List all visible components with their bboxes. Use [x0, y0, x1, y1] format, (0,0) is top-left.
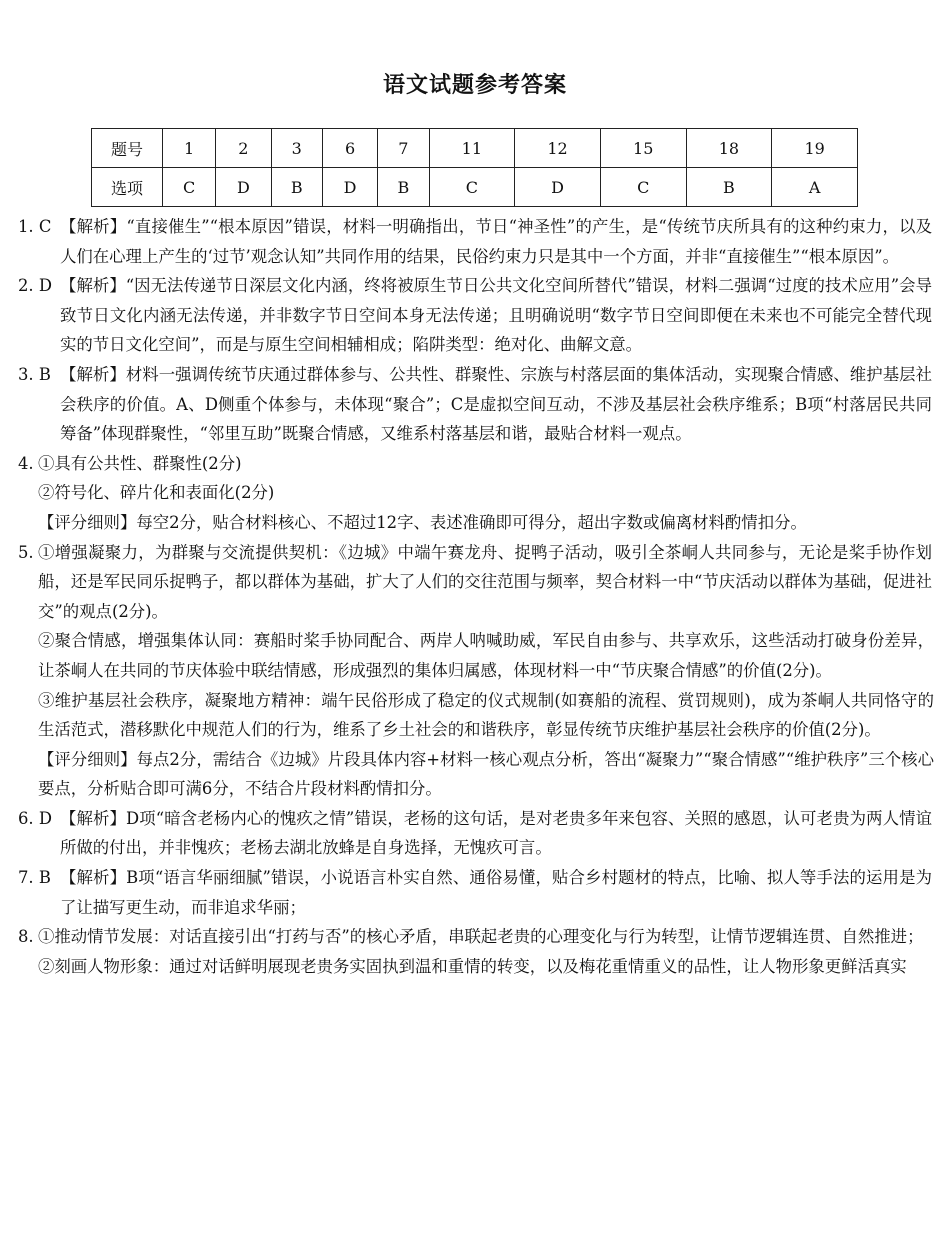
question-number-cell: 19 [772, 129, 858, 168]
item-point: ②符号化、碎片化和表面化(2分) [38, 483, 275, 503]
answer-cell: D [216, 168, 271, 207]
answer-table [91, 128, 858, 207]
answer-row [92, 168, 858, 207]
answer-explanations [0, 212, 950, 981]
answer-cell: B [378, 168, 429, 207]
question-number-cell: 12 [515, 129, 601, 168]
answer-cell: B [686, 168, 772, 207]
question-number-row [92, 129, 858, 168]
item-number: 2. D [18, 276, 52, 296]
item-number: 6. D [18, 808, 52, 828]
answer-item-2 [0, 271, 950, 360]
item-point: ①增强凝聚力，为群聚与交流提供契机：《边城》中端午赛龙舟、捉鸭子活动，吸引全茶峒人共同参与，无论是桨手协作划船，还是军民同乐捉鸭子，都以群体为基础，扩大了人们的交往范围与频率，契合材料一中“节庆活动以群体为基础，促进社交”的观点(2分)。 [38, 542, 932, 621]
item-text: 【解析】“直接催生”“根本原因”错误，材料一明确指出，节日“神圣性”的产生，是“传统节庆所具有的这种约束力，以及人们在心理上产生的‘过节’观念认知”共同作用的结果，民俗约束力只是其中一个方面，并非“直接催生”“根本原因”。 [60, 217, 932, 266]
answer-cell: B [271, 168, 322, 207]
answer-item-4 [0, 449, 950, 479]
question-number-cell: 6 [322, 129, 377, 168]
item-point: ①推动情节发展：对话直接引出“打药与否”的核心矛盾，串联起老贵的心理变化与行为转型，让情节逻辑连贯、自然推进； [38, 927, 924, 947]
page-title: 语文试题参考答案 [382, 73, 567, 98]
item-text: 【解析】B项“语言华丽细腻”错误，小说语言朴实自然、通俗易懂，贴合乡村题材的特点，比喻、拟人等手法的运用是为了让描写更生动，而非追求华丽； [60, 868, 932, 917]
answer-item-7 [0, 863, 950, 922]
answer-cell: C [163, 168, 216, 207]
item-number: 1. C [18, 217, 52, 236]
item-point: ①具有公共性、群聚性(2分) [38, 453, 242, 473]
item-number: 7. B [18, 868, 51, 888]
answer-item-8 [0, 922, 950, 952]
answer-item-6 [0, 804, 950, 863]
answer-cell: D [322, 168, 377, 207]
table-header-cell: 选项 [92, 168, 163, 207]
item-text: 【解析】“因无法传递节日深层文化内涵，终将被原生节日公共文化空间所替代”错误，材料二强调“过度的技术应用”会导致节日文化内涵无法传递，并非数字节日空间本身无法传递；且明确说明“数字节日空间即便在未来也不可能完全替代现实的节日文化空间”，而是与原生空间相辅相成；陷阱类型：绝对化、曲解文意。 [60, 276, 932, 355]
answer-item-5 [0, 538, 950, 627]
question-number-cell: 7 [378, 129, 429, 168]
scoring-note: 【评分细则】每空2分，贴合材料核心、不超过12字、表述准确即可得分，超出字数或偏离材料酌情扣分。 [38, 512, 807, 532]
question-number-cell: 1 [163, 129, 216, 168]
answer-cell: A [772, 168, 858, 207]
item-number: 4. [18, 453, 34, 473]
item-point: ③维护基层社会秩序，凝聚地方精神：端午民俗形成了稳定的仪式规制(如赛船的流程、赏罚规则)，成为茶峒人共同恪守的生活范式，潜移默化中规范人们的行为，维系了乡土社会的和谐秩序，彰显传统节庆维护基层社会秩序的价值(2分)。 [38, 690, 934, 740]
answer-cell: D [515, 168, 601, 207]
item-number: 8. [18, 927, 34, 947]
item-number: 5. [18, 542, 34, 562]
item-text: 【解析】材料一强调传统节庆通过群体参与、公共性、群聚性、宗族与村落层面的集体活动，实现聚合情感、维护基层社会秩序的价值。A、D侧重个体参与，未体现“聚合”；C是虚拟空间互动，不涉及基层社会秩序维系；B项“村落居民共同筹备”体现群聚性，“邻里互助”既聚合情感，又维系村落基层和谐，最贴合材料一观点。 [60, 364, 932, 444]
item-point: ②刻画人物形象：通过对话鲜明展现老贵务实固执到温和重情的转变，以及梅花重情重义的品性，让人物形象更鲜活真实 [38, 956, 907, 976]
item-text: 【解析】D项“暗含老杨内心的愧疚之情”错误，老杨的这句话，是对老贵多年来包容、关照的感恩，认可老贵为两人情谊所做的付出，并非愧疚；老杨去湖北放蜂是自身选择，无愧疚可言。 [60, 808, 932, 858]
answer-cell: C [429, 168, 515, 207]
answer-item-1 [0, 212, 950, 271]
question-number-cell: 11 [429, 129, 515, 168]
question-number-cell: 15 [600, 129, 686, 168]
item-number: 3. B [18, 364, 51, 384]
question-number-cell: 3 [271, 129, 322, 168]
answer-cell: C [600, 168, 686, 207]
item-point: ②聚合情感，增强集体认同：赛船时桨手协同配合、两岸人呐喊助威，军民自由参与、共享欢乐，这些活动打破身份差异，让茶峒人在共同的节庆体验中联结情感，形成强烈的集体归属感，体现材料一中“节庆聚合情感”的价值(2分)。 [38, 631, 934, 680]
question-number-cell: 18 [686, 129, 772, 168]
scoring-note: 【评分细则】每点2分，需结合《边城》片段具体内容+材料一核心观点分析，答出“凝聚力”“聚合情感”“维护秩序”三个核心要点，分析贴合即可满6分，不结合片段材料酌情扣分。 [38, 749, 934, 799]
table-header-cell: 题号 [92, 129, 163, 168]
question-number-cell: 2 [216, 129, 271, 168]
answer-item-3 [0, 360, 950, 449]
